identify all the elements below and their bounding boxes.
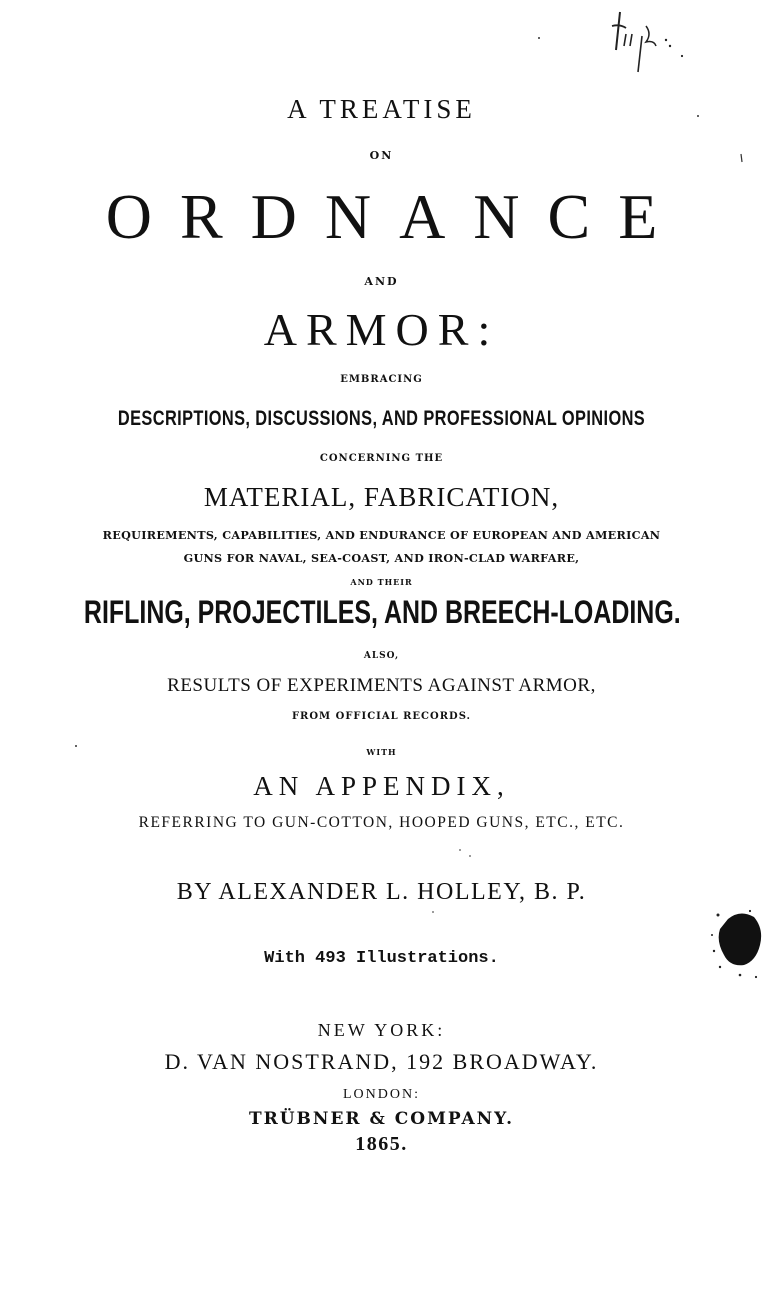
- ink-blot-icon: [710, 905, 763, 985]
- word-and: AND: [364, 275, 399, 288]
- word-on: ON: [369, 149, 394, 162]
- imprint-city: NEW YORK:: [317, 1020, 446, 1040]
- handwritten-mark-icon: [606, 6, 686, 76]
- author-line: BY ALEXANDER L. HOLLEY, B. P.: [176, 879, 587, 905]
- imprint-publisher: D. VAN NOSTRAND, 192 BROADWAY.: [164, 1049, 599, 1074]
- subtitle-descriptions: DESCRIPTIONS, DISCUSSIONS, AND PROFESSIONAL OPINIONS: [117, 407, 646, 430]
- subtitle-guns: GUNS FOR NAVAL, SEA-COAST, AND IRON-CLAD WARFARE,: [183, 551, 580, 565]
- illustrations-note: With 493 Illustrations.: [264, 949, 499, 968]
- heading-armor: ARMOR:: [263, 304, 500, 355]
- subtitle-rifling: RIFLING, PROJECTILES, AND BREECH-LOADING.: [83, 594, 681, 630]
- subtitle-referring: REFERRING TO GUN-COTTON, HOOPED GUNS, ETC., ETC.: [138, 814, 625, 831]
- imprint-year: 1865.: [355, 1133, 408, 1155]
- heading-ordnance: ORDNANCE: [105, 181, 686, 252]
- heading-appendix: AN APPENDIX,: [253, 771, 510, 801]
- word-concerning-the: CONCERNING THE: [319, 453, 444, 464]
- subtitle-results: RESULTS OF EXPERIMENTS AGAINST ARMOR,: [167, 675, 596, 696]
- subtitle-from-records: FROM OFFICIAL RECORDS.: [291, 711, 472, 722]
- word-with: WITH: [366, 747, 397, 757]
- subtitle-requirements: REQUIREMENTS, CAPABILITIES, AND ENDURANCE OF EUROPEAN AND AMERICAN: [102, 528, 661, 542]
- word-also: ALSO,: [363, 651, 400, 661]
- word-and-their: AND THEIR: [350, 577, 413, 587]
- imprint-london: LONDON:: [343, 1087, 420, 1102]
- subtitle-material: MATERIAL, FABRICATION,: [203, 482, 560, 512]
- heading-a-treatise: A TREATISE: [287, 94, 476, 124]
- word-embracing: EMBRACING: [340, 374, 423, 385]
- imprint-london-publisher: TRÜBNER & COMPANY.: [248, 1109, 515, 1129]
